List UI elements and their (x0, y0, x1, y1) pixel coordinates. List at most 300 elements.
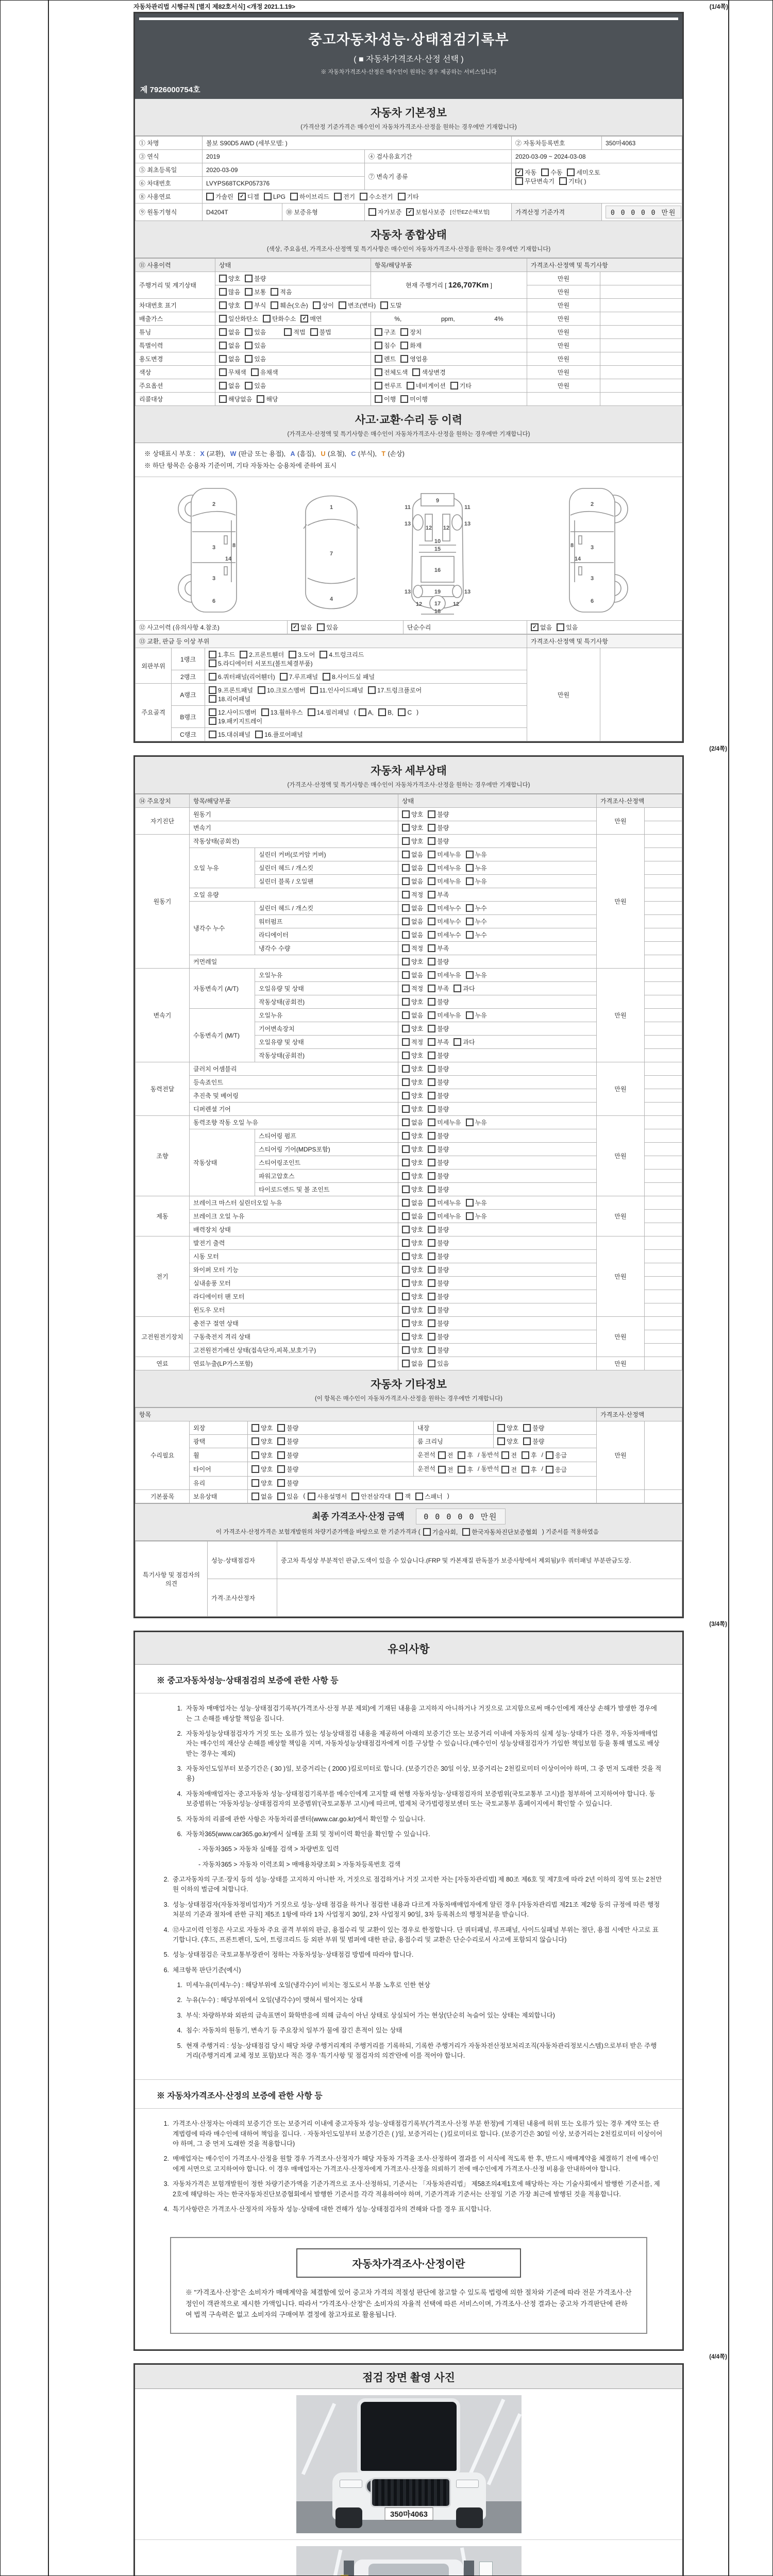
checkbox-icon[interactable] (263, 315, 271, 323)
checkbox-icon[interactable] (522, 1466, 529, 1473)
status-options (398, 1129, 597, 1143)
checkbox-icon[interactable] (251, 1424, 259, 1432)
checkbox-option (497, 1423, 518, 1432)
checkbox-option (428, 1185, 449, 1194)
option-label: 수소전기 (369, 193, 393, 200)
checkbox-icon[interactable] (407, 382, 414, 389)
checkbox-icon[interactable] (466, 918, 474, 925)
checkbox-icon[interactable] (219, 368, 227, 376)
checkbox-icon[interactable] (368, 686, 376, 694)
checkbox-icon[interactable] (453, 985, 461, 992)
checkbox-icon[interactable] (559, 177, 567, 185)
recall-status-options (215, 393, 371, 406)
text-token: ( (354, 708, 356, 716)
checkbox-option (567, 168, 600, 177)
checkbox-icon[interactable] (402, 1279, 410, 1287)
unit-cell: 만원 (527, 272, 600, 285)
checkbox-icon[interactable] (400, 342, 408, 349)
checkbox-icon[interactable] (567, 168, 575, 176)
checkbox-icon[interactable] (466, 904, 474, 912)
checkbox-icon[interactable] (245, 382, 253, 389)
checkbox-icon[interactable] (402, 1172, 410, 1180)
option-label: 양호 (411, 1253, 424, 1260)
detail-row (136, 1317, 682, 1330)
checkbox-icon[interactable] (368, 208, 376, 216)
option-label: 미세누유 (437, 865, 461, 872)
option-label: 양호 (261, 1438, 273, 1445)
checkbox-icon[interactable] (317, 623, 325, 631)
checkbox-icon[interactable] (497, 1424, 505, 1432)
checkbox-icon[interactable] (453, 1038, 461, 1046)
photo-cell-front (135, 2389, 682, 2540)
checkbox-icon[interactable] (251, 1437, 259, 1445)
checkbox-icon[interactable] (245, 275, 253, 282)
checkbox-icon[interactable] (209, 686, 216, 694)
emission-values (371, 312, 527, 326)
checkbox-icon[interactable] (264, 193, 272, 200)
checkbox-icon[interactable] (402, 851, 410, 858)
checkbox-icon[interactable] (277, 1479, 285, 1487)
checkbox-icon[interactable] (245, 288, 253, 296)
checkbox-icon[interactable] (438, 1451, 446, 1459)
checkbox-icon[interactable] (523, 1437, 531, 1445)
option-label: 불량 (437, 1333, 449, 1341)
checkbox-icon[interactable] (428, 1185, 435, 1193)
checkbox-icon[interactable] (245, 301, 253, 309)
status-options (398, 1303, 597, 1317)
checkbox-icon[interactable]: ✓ (406, 208, 414, 216)
checkbox-icon[interactable] (428, 944, 435, 952)
checkbox-icon[interactable] (277, 1493, 285, 1500)
checkbox-icon[interactable] (466, 851, 474, 858)
checkbox-icon[interactable] (402, 824, 410, 832)
checkbox-icon[interactable] (209, 708, 216, 716)
checkbox-icon[interactable] (402, 1025, 410, 1032)
checkbox-icon[interactable] (351, 1493, 359, 1500)
checkbox-icon[interactable] (400, 355, 408, 363)
checkbox-icon[interactable] (428, 824, 435, 832)
checkbox-icon[interactable] (428, 1333, 435, 1341)
checkbox-icon[interactable] (251, 1479, 259, 1487)
checkbox-icon[interactable] (308, 708, 315, 716)
checkbox-icon[interactable] (428, 1266, 435, 1274)
checkbox-icon[interactable] (395, 1493, 403, 1500)
checkbox-option (277, 1492, 298, 1501)
checkbox-icon[interactable] (402, 1078, 410, 1086)
checkbox-icon[interactable] (402, 810, 410, 818)
checkbox-option (466, 1212, 487, 1221)
checkbox-icon[interactable] (428, 1145, 435, 1153)
checkbox-icon[interactable] (219, 342, 227, 349)
checkbox-icon[interactable] (271, 301, 278, 309)
option-label: 이행 (384, 396, 396, 403)
checkbox-icon[interactable] (402, 1293, 410, 1300)
notice-lines-a (135, 1693, 682, 2070)
checkbox-icon[interactable] (398, 708, 406, 716)
checkbox-icon[interactable] (462, 1528, 470, 1536)
checkbox-icon[interactable] (402, 1185, 410, 1193)
checkbox-icon[interactable] (402, 998, 410, 1006)
checkbox-icon[interactable] (402, 1132, 410, 1140)
checkbox-icon[interactable] (209, 659, 216, 667)
checkbox-icon[interactable] (245, 328, 253, 336)
checkbox-icon[interactable] (466, 1199, 474, 1207)
checkbox-icon[interactable] (428, 1105, 435, 1113)
status-options (398, 1103, 597, 1116)
option-label: 5.라디에이터 서포트(볼트체결부품) (218, 660, 313, 667)
checkbox-icon[interactable] (402, 1333, 410, 1341)
blank-cell (645, 982, 682, 995)
option-label: 전기 (343, 193, 356, 200)
checkbox-option (258, 686, 306, 694)
checkbox-icon[interactable] (209, 673, 216, 681)
checkbox-icon[interactable] (501, 1466, 509, 1473)
checkbox-icon[interactable] (209, 731, 216, 738)
checkbox-icon[interactable] (428, 864, 435, 872)
checkbox-icon[interactable] (320, 651, 327, 658)
svg-text:3: 3 (590, 575, 594, 582)
checkbox-icon[interactable] (402, 1038, 410, 1046)
checkbox-icon[interactable] (428, 1078, 435, 1086)
label-first-reg-date: ⑤ 최초등록일 (136, 163, 203, 177)
checkbox-icon[interactable] (219, 301, 227, 309)
checkbox-icon[interactable] (359, 708, 366, 716)
checkbox-icon[interactable] (219, 275, 227, 282)
checkbox-icon[interactable] (245, 342, 253, 349)
checkbox-icon[interactable] (280, 673, 288, 681)
checkbox-icon[interactable] (308, 1493, 315, 1500)
checkbox-icon[interactable] (428, 1092, 435, 1099)
checkbox-icon[interactable] (428, 1038, 435, 1046)
checkbox-icon[interactable]: ✓ (515, 168, 523, 176)
status-options (398, 955, 597, 969)
checkbox-icon[interactable] (400, 328, 408, 336)
checkbox-icon[interactable] (400, 395, 408, 403)
checkbox-icon[interactable] (258, 686, 265, 694)
checkbox-icon[interactable] (428, 1346, 435, 1354)
checkbox-icon[interactable] (501, 1451, 509, 1459)
summary-head-price: 가격조사·산정액 및 특기사항 (527, 259, 682, 272)
checkbox-option (238, 192, 259, 201)
checkbox-option (400, 328, 422, 336)
checkbox-icon[interactable] (546, 1451, 553, 1459)
checkbox-icon[interactable] (284, 328, 292, 336)
notice-title: 유의사항 (388, 1643, 430, 1656)
option-label: 세미오토 (576, 168, 600, 176)
option-label: 11.인사이드패널 (319, 687, 363, 694)
checkbox-icon[interactable] (466, 1118, 474, 1126)
option-label: 부족 (437, 985, 449, 992)
checkbox-icon[interactable] (428, 1065, 435, 1073)
checkbox-option (360, 192, 393, 201)
checkbox-icon[interactable] (375, 395, 382, 403)
checkbox-icon[interactable] (261, 708, 269, 716)
checkbox-icon[interactable] (428, 1360, 435, 1367)
blank-cell (645, 848, 682, 861)
option-label: 미세누유 (437, 1213, 461, 1220)
blank-cell (645, 1277, 682, 1290)
checkbox-icon[interactable] (466, 877, 474, 885)
checkbox-icon[interactable] (334, 193, 342, 200)
checkbox-icon[interactable] (557, 623, 564, 631)
checkbox-icon[interactable] (466, 864, 474, 872)
checkbox-icon[interactable] (402, 877, 410, 885)
notice-line: 2. 매매업자는 매수인이 가격조사·산정을 원할 경우 가격조사·산정자가 해당 자동차 가격을 조사·산정하여 결과를 이 서식에 적도록 한 후, 반드시 매매계약을 체결하기 전에 매수인에게 서면으로 고지하여야 합니다. 이 경우 매매업자는 가격조사·산정자에게 가격조사·산정을 의뢰하기 전에 매수인에게 가격조사·산정 비용을 안내하여야 합니다. (163, 2155, 659, 2173)
checkbox-icon[interactable] (458, 1451, 465, 1459)
option-label: 누유 (475, 1199, 487, 1207)
checkbox-icon[interactable] (209, 717, 216, 725)
checkbox-icon[interactable] (375, 342, 382, 349)
checkbox-icon[interactable] (402, 1105, 410, 1113)
checkbox-icon[interactable] (402, 931, 410, 939)
option-label: 자동 (525, 168, 537, 176)
checkbox-icon[interactable] (219, 288, 227, 296)
checkbox-icon[interactable] (402, 1212, 410, 1220)
option-label: 불량 (437, 1025, 449, 1032)
checkbox-icon[interactable] (428, 971, 435, 979)
notice-line: 2. 누유(누수) : 해당부위에서 오일(냉각수)이 맺혀서 떨어지는 상태 (177, 1996, 363, 2004)
subgroup-label: 오일 누유 (190, 848, 255, 888)
checkbox-icon[interactable] (428, 1159, 435, 1166)
status-code-letter: U (321, 450, 326, 457)
option-label: 누수 (475, 931, 487, 939)
checkbox-icon[interactable] (375, 382, 382, 389)
checkbox-icon[interactable] (428, 1239, 435, 1247)
checkbox-icon[interactable] (428, 1306, 435, 1314)
checkbox-icon[interactable] (375, 328, 382, 336)
checkbox-icon[interactable] (219, 382, 227, 389)
checkbox-icon[interactable] (219, 395, 227, 403)
checkbox-icon[interactable] (402, 1199, 410, 1207)
checkbox-icon[interactable] (251, 1451, 259, 1459)
status-options (398, 1009, 597, 1022)
checkbox-icon[interactable] (415, 1493, 423, 1500)
checkbox-icon[interactable] (251, 368, 259, 376)
checkbox-icon[interactable] (255, 731, 263, 738)
price-cell: 만원 (597, 969, 645, 1062)
checkbox-option (277, 1437, 298, 1446)
svg-text:11: 11 (405, 504, 411, 511)
checkbox-icon[interactable] (402, 837, 410, 845)
checkbox-icon[interactable] (423, 1528, 431, 1536)
checkbox-icon[interactable] (428, 891, 435, 899)
checkbox-icon[interactable] (402, 1159, 410, 1166)
checkbox-icon[interactable] (466, 1011, 474, 1019)
status-options (398, 928, 597, 942)
checkbox-icon[interactable] (310, 328, 318, 336)
checkbox-icon[interactable] (219, 328, 227, 336)
fuel-options (203, 190, 682, 204)
checkbox-icon[interactable] (277, 1465, 285, 1473)
checkbox-icon[interactable] (339, 301, 346, 309)
checkbox-icon[interactable] (402, 891, 410, 899)
checkbox-icon[interactable] (428, 810, 435, 818)
interior-options (494, 1421, 597, 1435)
checkbox-icon[interactable] (245, 355, 253, 363)
checkbox-icon[interactable] (541, 168, 549, 176)
status-options (398, 969, 597, 982)
checkbox-icon[interactable] (428, 985, 435, 992)
option-label: 19.패키지트레이 (218, 718, 263, 725)
checkbox-icon[interactable] (360, 193, 367, 200)
checkbox-icon[interactable] (323, 673, 330, 681)
checkbox-option (428, 863, 461, 872)
checkbox-icon[interactable] (402, 1145, 410, 1153)
checkbox-icon[interactable] (428, 1293, 435, 1300)
checkbox-icon[interactable] (402, 944, 410, 952)
checkbox-icon[interactable] (402, 1118, 410, 1126)
checkbox-option (308, 708, 349, 717)
checkbox-icon[interactable] (522, 1451, 529, 1459)
checkbox-icon[interactable] (428, 1226, 435, 1233)
checkbox-icon[interactable] (290, 193, 298, 200)
checkbox-icon[interactable] (310, 686, 318, 694)
checkbox-icon[interactable] (428, 1025, 435, 1032)
extra-table (135, 1408, 682, 1503)
option-label: 양호 (411, 811, 424, 818)
checkbox-icon[interactable] (438, 1466, 446, 1473)
detail-row (136, 1062, 682, 1076)
checkbox-option (428, 1131, 449, 1140)
checkbox-icon[interactable] (523, 1424, 531, 1432)
checkbox-icon[interactable] (428, 918, 435, 925)
checkbox-icon[interactable] (251, 1465, 259, 1473)
checkbox-icon[interactable] (428, 837, 435, 845)
item-label: 타이로드엔드 및 볼 조인트 (255, 1183, 398, 1196)
checkbox-option (323, 672, 375, 681)
inspection-photo-rear (296, 2546, 522, 2576)
checkbox-icon[interactable] (402, 1065, 410, 1073)
wheel-position-options (414, 1448, 597, 1462)
notice-line: 4. 특기사항란은 가격조사·산정자의 자동차 성능·상태에 대한 견해가 성능·상태점검자의 견해와 다를 경우 표시합니다. (163, 2205, 492, 2213)
checkbox-icon[interactable] (209, 651, 216, 658)
option-label: 없음 (411, 972, 424, 979)
checkbox-option (219, 395, 252, 403)
checkbox-icon[interactable] (402, 904, 410, 912)
checkbox-icon[interactable] (402, 1239, 410, 1247)
checkbox-icon[interactable] (428, 1199, 435, 1207)
svg-text:7: 7 (329, 551, 333, 557)
checkbox-icon[interactable] (219, 315, 227, 323)
checkbox-icon[interactable] (428, 904, 435, 912)
checkbox-icon[interactable] (257, 395, 264, 403)
checkbox-icon[interactable]: ✓ (300, 315, 308, 323)
value-engine-type: D4204T (203, 204, 282, 221)
status-options (398, 1049, 597, 1062)
checkbox-icon[interactable] (450, 382, 458, 389)
checkbox-icon[interactable]: ✓ (238, 193, 246, 200)
checkbox-icon[interactable] (402, 971, 410, 979)
checkbox-icon[interactable] (402, 1052, 410, 1059)
checkbox-icon[interactable] (515, 177, 523, 185)
checkbox-icon[interactable] (402, 1266, 410, 1274)
checkbox-icon[interactable] (398, 193, 406, 200)
checkbox-icon[interactable] (402, 1226, 410, 1233)
checkbox-icon[interactable] (402, 1346, 410, 1354)
checkbox-icon[interactable] (428, 877, 435, 885)
checkbox-icon[interactable] (402, 1252, 410, 1260)
checkbox-icon[interactable] (219, 355, 227, 363)
checkbox-icon[interactable] (402, 918, 410, 925)
checkbox-icon[interactable] (497, 1437, 505, 1445)
checkbox-icon[interactable] (428, 1212, 435, 1220)
checkbox-icon[interactable] (428, 1011, 435, 1019)
checkbox-icon[interactable] (428, 1052, 435, 1059)
detail-row (136, 1196, 682, 1210)
checkbox-icon[interactable] (402, 958, 410, 965)
checkbox-option (245, 301, 266, 310)
checkbox-icon[interactable] (402, 864, 410, 872)
checkbox-icon[interactable] (209, 695, 216, 703)
option-label: 6.쿼터패널(리어휀더) (218, 673, 275, 681)
checkbox-icon[interactable] (375, 355, 382, 363)
checkbox-icon[interactable] (428, 998, 435, 1006)
checkbox-icon[interactable] (277, 1424, 285, 1432)
checkbox-icon[interactable] (428, 1172, 435, 1180)
option-label: 17.트렁크플로어 (377, 687, 422, 694)
checkbox-icon[interactable] (380, 301, 388, 309)
checkbox-icon[interactable] (206, 193, 214, 200)
checkbox-icon[interactable] (428, 1319, 435, 1327)
checkbox-icon[interactable] (240, 651, 247, 658)
checkbox-icon[interactable] (428, 851, 435, 858)
checkbox-icon[interactable] (428, 931, 435, 939)
checkbox-icon[interactable] (458, 1466, 465, 1473)
checkbox-option (402, 1131, 423, 1140)
checkbox-option (209, 686, 253, 694)
checkbox-option (450, 381, 472, 390)
notice-line: 4. ⑫사고이력 인정은 사고로 자동차 주요 골격 부위의 판금, 용접수리 및 교환이 있는 경우로 한정합니다. 단 쿼터패널, 루프패널, 사이드실패널 부위는 절단, 용접 시에만 사고로 표기합니다. (후드, 프론트펜더, 도어, 트렁크리드 등 외판 부위 및 범퍼에 대한 판금, 용접수리 및 교환은 단순수리로서 사고에 포함되지 않습니다) (163, 1926, 659, 1943)
option-label: 미세누유 (437, 1199, 461, 1207)
rank-b-options (205, 706, 527, 728)
option-label: 매연 (310, 315, 322, 323)
checkbox-icon[interactable] (402, 1319, 410, 1327)
checkbox-icon[interactable] (378, 708, 386, 716)
checkbox-icon[interactable] (466, 1212, 474, 1220)
checkbox-icon[interactable] (428, 1132, 435, 1140)
checkbox-icon[interactable] (428, 958, 435, 965)
checkbox-icon[interactable] (428, 1279, 435, 1287)
checkbox-icon[interactable] (412, 368, 420, 376)
checkbox-icon[interactable] (402, 1011, 410, 1019)
checkbox-icon[interactable] (428, 1252, 435, 1260)
summary-title: 자동차 종합상태 (371, 229, 447, 241)
checkbox-icon[interactable]: ✓ (531, 623, 539, 631)
checkbox-icon[interactable] (277, 1437, 285, 1445)
checkbox-icon[interactable] (402, 985, 410, 992)
option-label: 적음 (280, 289, 292, 296)
label-base-price: 가격산정 기준가격 (512, 204, 602, 221)
car-front (332, 2472, 486, 2520)
checkbox-option (406, 208, 445, 216)
checkbox-icon[interactable] (277, 1451, 285, 1459)
checkbox-icon[interactable] (402, 1306, 410, 1314)
checkbox-icon[interactable] (271, 288, 278, 296)
checkbox-icon[interactable] (428, 1118, 435, 1126)
checkbox-icon[interactable] (313, 301, 321, 309)
checkbox-icon[interactable] (402, 1360, 410, 1367)
checkbox-icon[interactable] (466, 971, 474, 979)
checkbox-icon[interactable] (402, 1092, 410, 1099)
checkbox-icon[interactable] (289, 651, 296, 658)
checkbox-icon[interactable] (251, 1493, 259, 1500)
summary-head-status: 상태 (215, 259, 371, 272)
checkbox-icon[interactable] (546, 1466, 553, 1473)
checkbox-option (359, 708, 374, 716)
checkbox-icon[interactable] (466, 931, 474, 939)
checkbox-icon[interactable] (375, 368, 382, 376)
checkbox-icon[interactable]: ✓ (291, 623, 299, 631)
